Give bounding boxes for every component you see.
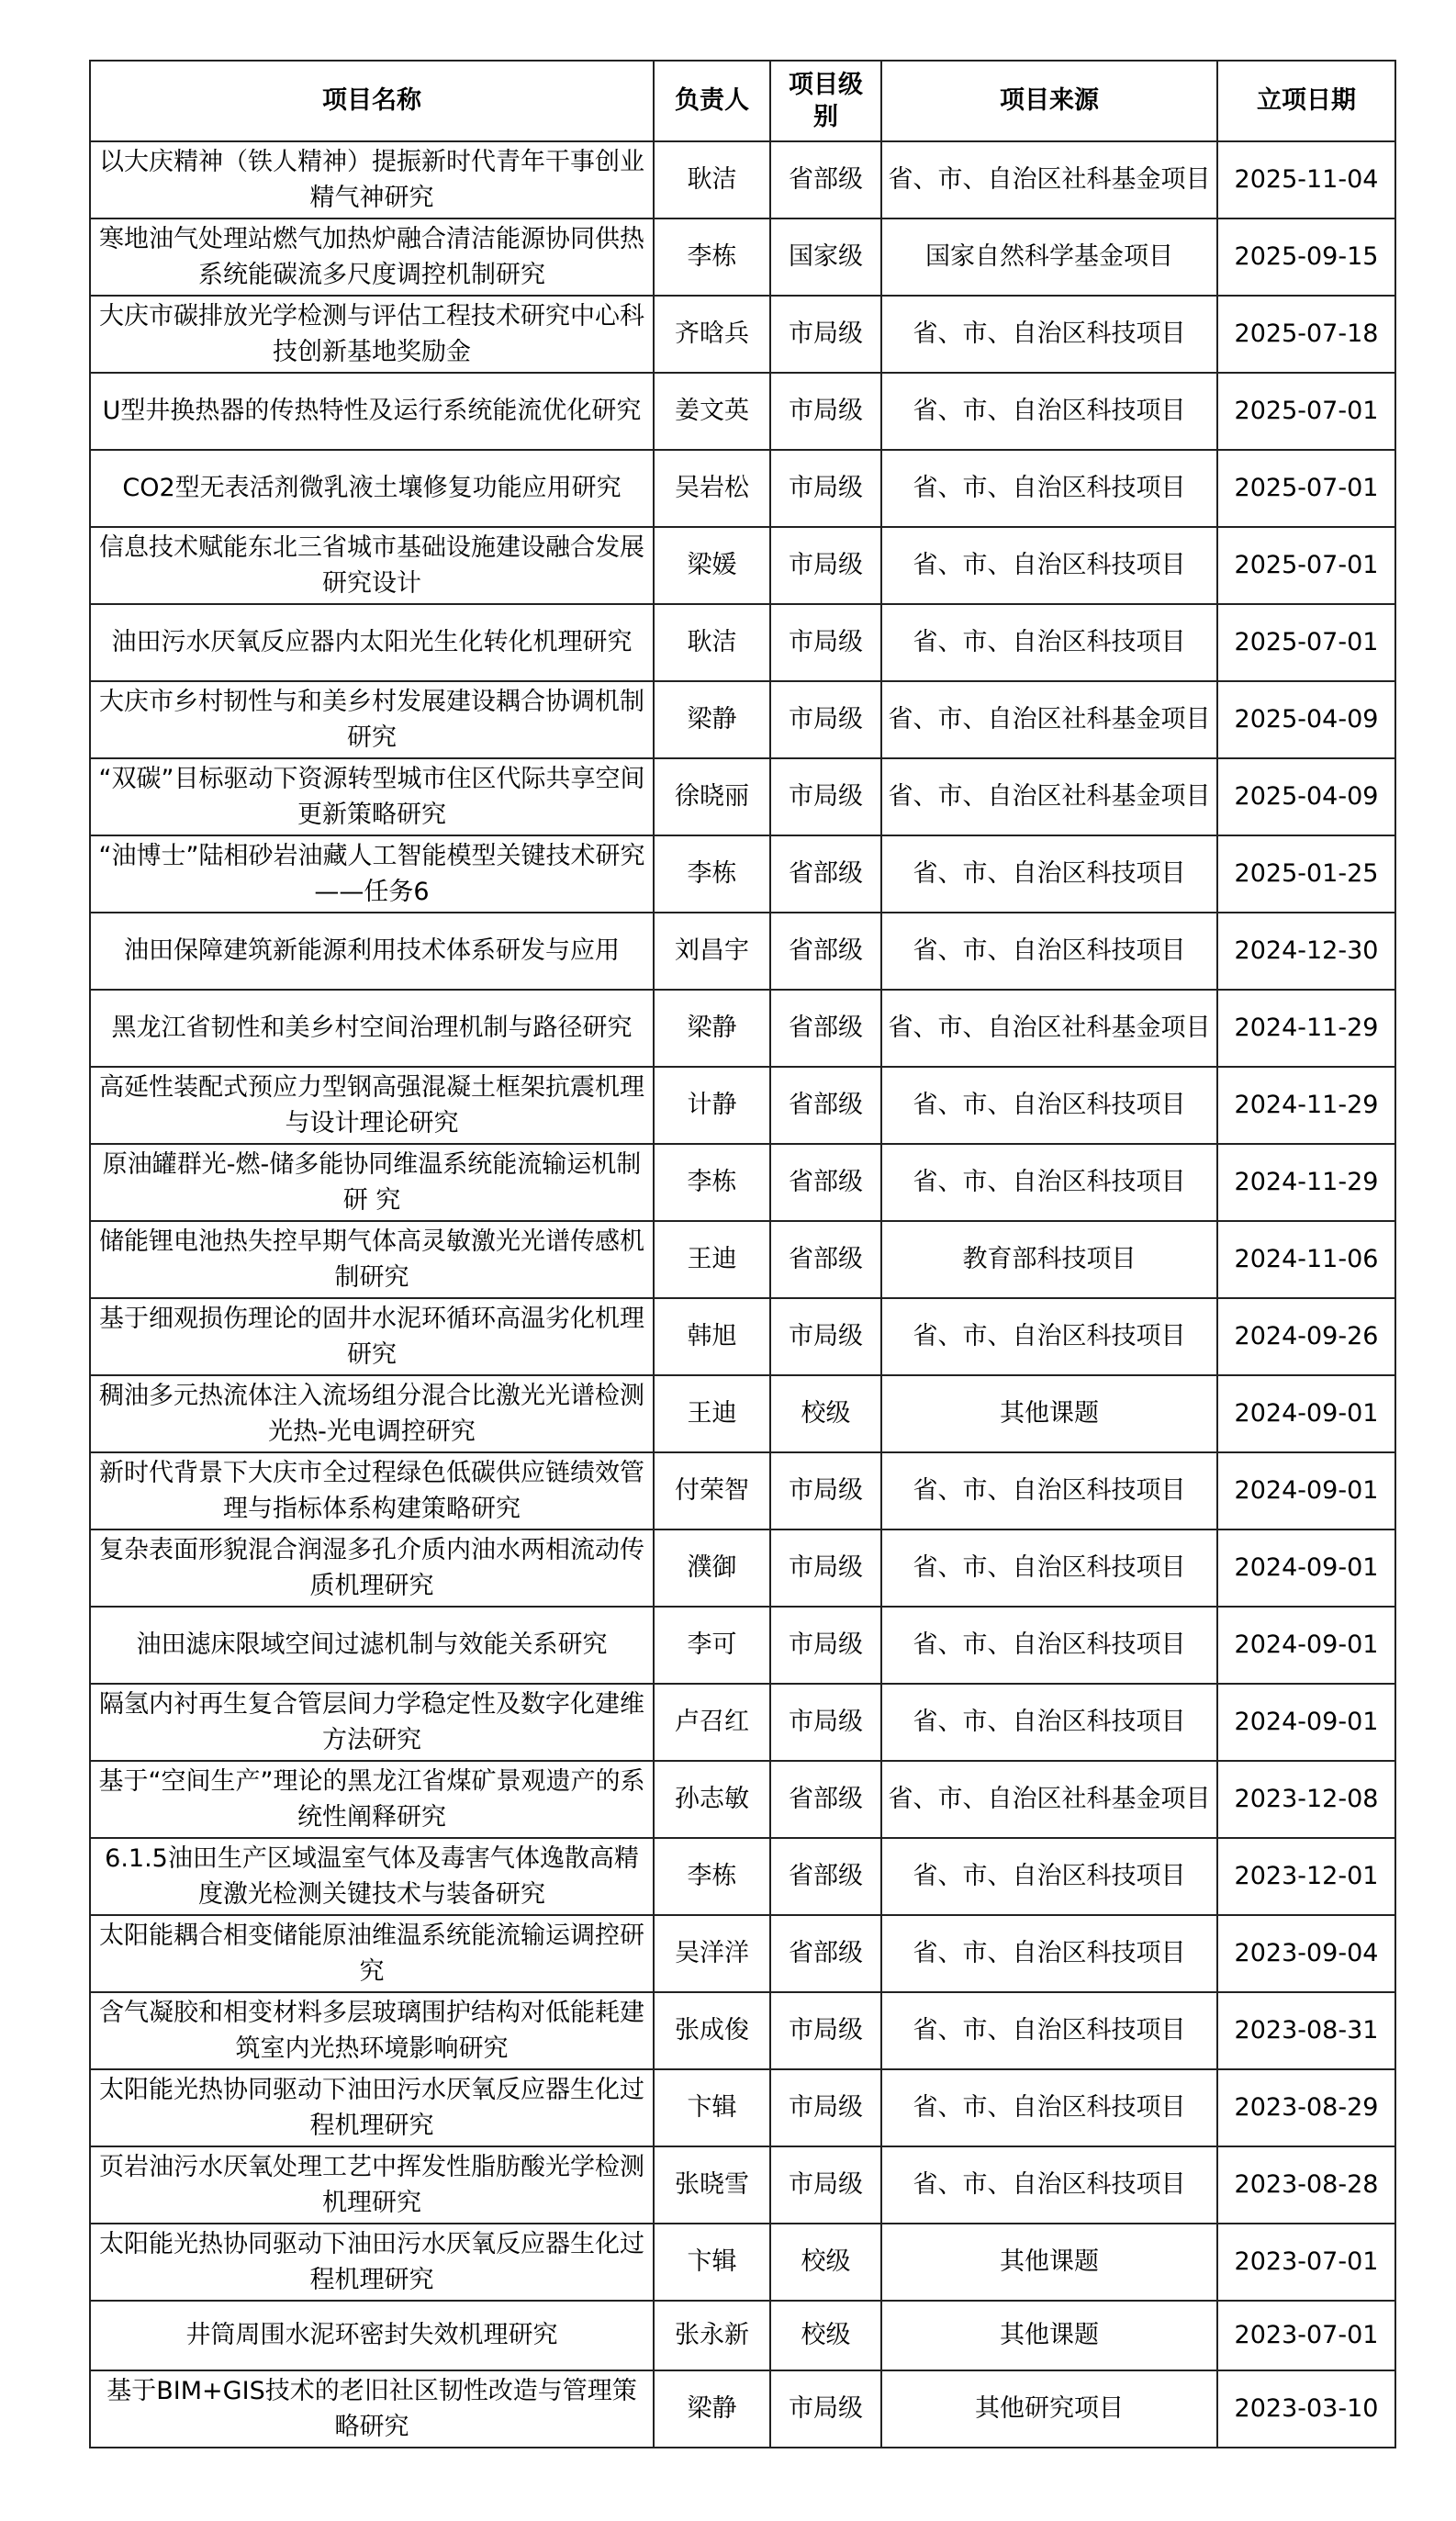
cell-project-name: 基于细观损伤理论的固井水泥环循环高温劣化机理研究	[90, 1298, 654, 1375]
table-row	[90, 604, 1395, 681]
cell-source: 省、市、自治区科技项目	[881, 527, 1217, 604]
table-row	[90, 1375, 1395, 1452]
cell-date: 2025-07-01	[1217, 373, 1395, 450]
cell-project-name: CO2型无表活剂微乳液土壤修复功能应用研究	[90, 450, 654, 527]
table-row	[90, 1298, 1395, 1375]
cell-project-name: 大庆市乡村韧性与和美乡村发展建设耦合协调机制研究	[90, 681, 654, 758]
cell-source: 省、市、自治区社科基金项目	[881, 141, 1217, 218]
cell-project-name: 以大庆精神（铁人精神）提振新时代青年干事创业精气神研究	[90, 141, 654, 218]
cell-source: 国家自然科学基金项目	[881, 218, 1217, 296]
project-table	[89, 60, 1396, 2448]
cell-project-name: 稠油多元热流体注入流场组分混合比激光光谱检测光热-光电调控研究	[90, 1375, 654, 1452]
cell-source: 省、市、自治区科技项目	[881, 913, 1217, 990]
table-row	[90, 1144, 1395, 1221]
cell-date: 2024-09-01	[1217, 1529, 1395, 1607]
cell-project-name: U型井换热器的传热特性及运行系统能流优化研究	[90, 373, 654, 450]
cell-level: 市局级	[770, 1452, 881, 1529]
cell-date: 2025-07-01	[1217, 527, 1395, 604]
cell-level: 校级	[770, 2301, 881, 2370]
table-row	[90, 1452, 1395, 1529]
cell-leader: 王迪	[654, 1221, 770, 1298]
cell-source: 省、市、自治区社科基金项目	[881, 758, 1217, 835]
cell-level: 市局级	[770, 758, 881, 835]
table-header-row	[90, 61, 1395, 141]
cell-date: 2025-04-09	[1217, 681, 1395, 758]
cell-date: 2024-11-29	[1217, 1144, 1395, 1221]
cell-source: 教育部科技项目	[881, 1221, 1217, 1298]
cell-level: 省部级	[770, 1067, 881, 1144]
cell-date: 2024-09-01	[1217, 1684, 1395, 1761]
cell-level: 省部级	[770, 1838, 881, 1915]
cell-date: 2023-12-08	[1217, 1761, 1395, 1838]
cell-leader: 李可	[654, 1607, 770, 1684]
cell-source: 省、市、自治区科技项目	[881, 450, 1217, 527]
cell-level: 省部级	[770, 1221, 881, 1298]
cell-project-name: 油田污水厌氧反应器内太阳光生化转化机理研究	[90, 604, 654, 681]
cell-project-name: 太阳能耦合相变储能原油维温系统能流输运调控研究	[90, 1915, 654, 1992]
cell-date: 2023-03-10	[1217, 2370, 1395, 2448]
table-row	[90, 1529, 1395, 1607]
cell-leader: 张成俊	[654, 1992, 770, 2069]
cell-project-name: 高延性装配式预应力型钢高强混凝土框架抗震机理与设计理论研究	[90, 1067, 654, 1144]
cell-project-name: 油田滤床限域空间过滤机制与效能关系研究	[90, 1607, 654, 1684]
cell-project-name: 新时代背景下大庆市全过程绿色低碳供应链绩效管理与指标体系构建策略研究	[90, 1452, 654, 1529]
cell-project-name: 基于BIM+GIS技术的老旧社区韧性改造与管理策略研究	[90, 2370, 654, 2448]
cell-level: 市局级	[770, 1607, 881, 1684]
cell-level: 省部级	[770, 913, 881, 990]
table-row	[90, 2224, 1395, 2301]
cell-project-name: 含气凝胶和相变材料多层玻璃围护结构对低能耗建筑室内光热环境影响研究	[90, 1992, 654, 2069]
cell-leader: 刘昌宇	[654, 913, 770, 990]
table-row	[90, 1915, 1395, 1992]
cell-level: 省部级	[770, 141, 881, 218]
cell-level: 省部级	[770, 990, 881, 1067]
cell-source: 省、市、自治区科技项目	[881, 835, 1217, 913]
table-row	[90, 527, 1395, 604]
table-row	[90, 2069, 1395, 2146]
cell-leader: 计静	[654, 1067, 770, 1144]
cell-date: 2025-07-18	[1217, 296, 1395, 373]
cell-level: 市局级	[770, 681, 881, 758]
cell-project-name: 基于“空间生产”理论的黑龙江省煤矿景观遗产的系统性阐释研究	[90, 1761, 654, 1838]
cell-project-name: 复杂表面形貌混合润湿多孔介质内油水两相流动传质机理研究	[90, 1529, 654, 1607]
cell-level: 省部级	[770, 1761, 881, 1838]
cell-level: 市局级	[770, 1298, 881, 1375]
project-table-container	[89, 60, 1394, 2448]
table-row	[90, 1761, 1395, 1838]
cell-leader: 李栋	[654, 218, 770, 296]
cell-date: 2024-09-01	[1217, 1375, 1395, 1452]
cell-date: 2024-11-29	[1217, 1067, 1395, 1144]
table-row	[90, 758, 1395, 835]
table-row	[90, 1067, 1395, 1144]
cell-leader: 李栋	[654, 1838, 770, 1915]
cell-date: 2025-07-01	[1217, 604, 1395, 681]
cell-level: 市局级	[770, 450, 881, 527]
cell-leader: 卞辑	[654, 2069, 770, 2146]
cell-source: 省、市、自治区科技项目	[881, 373, 1217, 450]
cell-source: 其他课题	[881, 2301, 1217, 2370]
table-row	[90, 1607, 1395, 1684]
cell-date: 2025-11-04	[1217, 141, 1395, 218]
cell-date: 2024-09-26	[1217, 1298, 1395, 1375]
cell-level: 省部级	[770, 835, 881, 913]
cell-project-name: 寒地油气处理站燃气加热炉融合清洁能源协同供热系统能碳流多尺度调控机制研究	[90, 218, 654, 296]
cell-level: 市局级	[770, 604, 881, 681]
cell-source: 省、市、自治区科技项目	[881, 1144, 1217, 1221]
table-row	[90, 2301, 1395, 2370]
cell-level: 国家级	[770, 218, 881, 296]
header-leader: 负责人	[654, 61, 770, 141]
cell-source: 其他课题	[881, 1375, 1217, 1452]
cell-source: 省、市、自治区科技项目	[881, 1298, 1217, 1375]
cell-level: 省部级	[770, 1915, 881, 1992]
cell-date: 2023-07-01	[1217, 2224, 1395, 2301]
cell-project-name: 黑龙江省韧性和美乡村空间治理机制与路径研究	[90, 990, 654, 1067]
cell-leader: 梁静	[654, 990, 770, 1067]
cell-leader: 韩旭	[654, 1298, 770, 1375]
cell-source: 省、市、自治区科技项目	[881, 1838, 1217, 1915]
cell-leader: 梁静	[654, 2370, 770, 2448]
table-row	[90, 141, 1395, 218]
cell-leader: 吴洋洋	[654, 1915, 770, 1992]
header-level: 项目级别	[770, 61, 881, 141]
cell-leader: 孙志敏	[654, 1761, 770, 1838]
cell-leader: 徐晓丽	[654, 758, 770, 835]
cell-source: 其他研究项目	[881, 2370, 1217, 2448]
table-row	[90, 2370, 1395, 2448]
cell-leader: 李栋	[654, 1144, 770, 1221]
table-row	[90, 681, 1395, 758]
cell-project-name: “双碳”目标驱动下资源转型城市住区代际共享空间更新策略研究	[90, 758, 654, 835]
cell-level: 市局级	[770, 2370, 881, 2448]
table-row	[90, 1838, 1395, 1915]
cell-date: 2025-07-01	[1217, 450, 1395, 527]
table-row	[90, 2146, 1395, 2224]
cell-date: 2023-07-01	[1217, 2301, 1395, 2370]
cell-date: 2023-08-29	[1217, 2069, 1395, 2146]
cell-date: 2023-09-04	[1217, 1915, 1395, 1992]
table-row	[90, 218, 1395, 296]
cell-level: 市局级	[770, 1992, 881, 2069]
cell-source: 省、市、自治区科技项目	[881, 1684, 1217, 1761]
cell-source: 省、市、自治区科技项目	[881, 1915, 1217, 1992]
cell-leader: 梁静	[654, 681, 770, 758]
cell-date: 2023-12-01	[1217, 1838, 1395, 1915]
cell-project-name: 太阳能光热协同驱动下油田污水厌氧反应器生化过程机理研究	[90, 2069, 654, 2146]
cell-project-name: 储能锂电池热失控早期气体高灵敏激光光谱传感机制研究	[90, 1221, 654, 1298]
cell-source: 省、市、自治区科技项目	[881, 1529, 1217, 1607]
header-project-name: 项目名称	[90, 61, 654, 141]
table-row	[90, 835, 1395, 913]
cell-project-name: “油博士”陆相砂岩油藏人工智能模型关键技术研究——任务6	[90, 835, 654, 913]
cell-date: 2025-09-15	[1217, 218, 1395, 296]
cell-source: 其他课题	[881, 2224, 1217, 2301]
table-row	[90, 913, 1395, 990]
cell-date: 2023-08-31	[1217, 1992, 1395, 2069]
cell-level: 市局级	[770, 2146, 881, 2224]
cell-leader: 耿洁	[654, 141, 770, 218]
header-date: 立项日期	[1217, 61, 1395, 141]
header-source: 项目来源	[881, 61, 1217, 141]
cell-date: 2024-11-06	[1217, 1221, 1395, 1298]
cell-project-name: 井筒周围水泥环密封失效机理研究	[90, 2301, 654, 2370]
cell-leader: 耿洁	[654, 604, 770, 681]
cell-source: 省、市、自治区科技项目	[881, 1452, 1217, 1529]
cell-source: 省、市、自治区科技项目	[881, 1992, 1217, 2069]
cell-leader: 张晓雪	[654, 2146, 770, 2224]
table-row	[90, 1992, 1395, 2069]
cell-level: 市局级	[770, 296, 881, 373]
cell-leader: 李栋	[654, 835, 770, 913]
cell-leader: 吴岩松	[654, 450, 770, 527]
table-row	[90, 296, 1395, 373]
cell-date: 2024-12-30	[1217, 913, 1395, 990]
cell-source: 省、市、自治区科技项目	[881, 296, 1217, 373]
cell-source: 省、市、自治区社科基金项目	[881, 1761, 1217, 1838]
table-row	[90, 990, 1395, 1067]
cell-leader: 濮御	[654, 1529, 770, 1607]
cell-leader: 付荣智	[654, 1452, 770, 1529]
table-body	[90, 141, 1395, 2448]
cell-date: 2023-08-28	[1217, 2146, 1395, 2224]
cell-project-name: 大庆市碳排放光学检测与评估工程技术研究中心科技创新基地奖励金	[90, 296, 654, 373]
cell-leader: 卢召红	[654, 1684, 770, 1761]
cell-level: 校级	[770, 1375, 881, 1452]
table-row	[90, 1221, 1395, 1298]
cell-source: 省、市、自治区科技项目	[881, 1607, 1217, 1684]
cell-date: 2024-09-01	[1217, 1607, 1395, 1684]
cell-date: 2025-01-25	[1217, 835, 1395, 913]
cell-leader: 齐晗兵	[654, 296, 770, 373]
cell-project-name: 页岩油污水厌氧处理工艺中挥发性脂肪酸光学检测机理研究	[90, 2146, 654, 2224]
cell-level: 市局级	[770, 2069, 881, 2146]
table-row	[90, 373, 1395, 450]
cell-level: 市局级	[770, 1529, 881, 1607]
cell-date: 2024-11-29	[1217, 990, 1395, 1067]
cell-level: 校级	[770, 2224, 881, 2301]
cell-source: 省、市、自治区社科基金项目	[881, 990, 1217, 1067]
cell-level: 市局级	[770, 1684, 881, 1761]
cell-date: 2024-09-01	[1217, 1452, 1395, 1529]
cell-level: 省部级	[770, 1144, 881, 1221]
cell-level: 市局级	[770, 527, 881, 604]
cell-project-name: 6.1.5油田生产区域温室气体及毒害气体逸散高精度激光检测关键技术与装备研究	[90, 1838, 654, 1915]
cell-source: 省、市、自治区科技项目	[881, 1067, 1217, 1144]
cell-leader: 姜文英	[654, 373, 770, 450]
cell-project-name: 隔氢内衬再生复合管层间力学稳定性及数字化建维方法研究	[90, 1684, 654, 1761]
table-row	[90, 450, 1395, 527]
cell-date: 2025-04-09	[1217, 758, 1395, 835]
cell-leader: 梁媛	[654, 527, 770, 604]
cell-project-name: 太阳能光热协同驱动下油田污水厌氧反应器生化过程机理研究	[90, 2224, 654, 2301]
cell-project-name: 信息技术赋能东北三省城市基础设施建设融合发展研究设计	[90, 527, 654, 604]
cell-source: 省、市、自治区科技项目	[881, 2069, 1217, 2146]
cell-project-name: 油田保障建筑新能源利用技术体系研发与应用	[90, 913, 654, 990]
table-row	[90, 1684, 1395, 1761]
cell-project-name: 原油罐群光-燃-储多能协同维温系统能流输运机制研 究	[90, 1144, 654, 1221]
cell-source: 省、市、自治区社科基金项目	[881, 681, 1217, 758]
cell-leader: 张永新	[654, 2301, 770, 2370]
cell-source: 省、市、自治区科技项目	[881, 2146, 1217, 2224]
cell-leader: 卞辑	[654, 2224, 770, 2301]
cell-leader: 王迪	[654, 1375, 770, 1452]
cell-source: 省、市、自治区科技项目	[881, 604, 1217, 681]
cell-level: 市局级	[770, 373, 881, 450]
